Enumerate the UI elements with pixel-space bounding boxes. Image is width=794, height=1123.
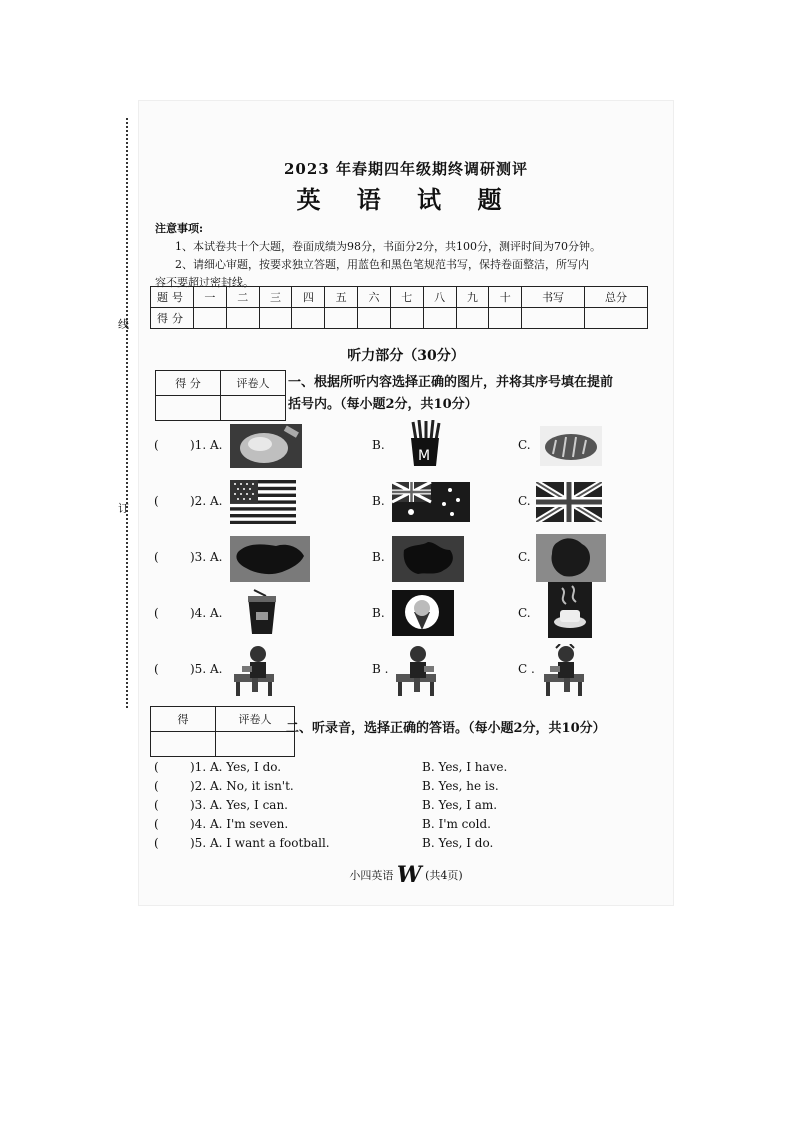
- answer-paren[interactable]: (: [154, 550, 159, 564]
- option-b: B. I'm cold.: [422, 817, 491, 831]
- part2-item-3: [150, 798, 650, 818]
- sick-boy-icon: [232, 644, 278, 696]
- part1-item-1: [150, 424, 650, 472]
- grader-score-label: 得: [151, 707, 216, 732]
- score-cell[interactable]: [226, 308, 259, 329]
- option-b: B. Yes, he is.: [422, 779, 499, 793]
- score-cell[interactable]: [522, 308, 585, 329]
- answer-paren[interactable]: (: [154, 760, 159, 774]
- notes-heading: 注意事项:: [155, 222, 204, 235]
- score-cell[interactable]: [358, 308, 391, 329]
- part1-title-line2: 括号内。（每小题2分，共10分）: [288, 397, 478, 412]
- item-number: )5. A.: [190, 662, 223, 676]
- grader-reviewer-label: 评卷人: [216, 707, 295, 732]
- notes-line-3: 容不要超过密封线。: [155, 276, 254, 289]
- sick-boy-icon: [394, 644, 440, 696]
- score-cell[interactable]: [456, 308, 489, 329]
- part2-item-1: [150, 760, 650, 780]
- notes-line-2: 2、请细心审题，按要求独立答题，用蓝色和黑色笔规范书写，保持卷面整洁，所写内: [175, 258, 589, 271]
- score-col: 四: [292, 287, 325, 308]
- score-col: 十: [489, 287, 522, 308]
- option-b-label: B.: [372, 494, 385, 508]
- option-a: )2. A. No, it isn't.: [190, 779, 294, 793]
- answer-paren[interactable]: (: [154, 779, 159, 793]
- footer-handwritten-mark: W: [396, 862, 422, 888]
- map-china-icon: [230, 536, 310, 582]
- item-number: )2. A.: [190, 494, 223, 508]
- option-c-label: C.: [518, 494, 531, 508]
- answer-paren[interactable]: (: [154, 798, 159, 812]
- notes: [155, 220, 655, 292]
- binding-char-xian: 线: [118, 318, 129, 331]
- option-b: B. Yes, I have.: [422, 760, 508, 774]
- part1-item-3: [150, 536, 650, 584]
- score-col: 五: [325, 287, 358, 308]
- grader-score-label: 得 分: [156, 371, 221, 396]
- answer-paren[interactable]: (: [154, 836, 159, 850]
- score-cell[interactable]: [390, 308, 423, 329]
- item-number: )4. A.: [190, 606, 223, 620]
- score-col: 九: [456, 287, 489, 308]
- answer-paren[interactable]: (: [154, 606, 159, 620]
- score-cell[interactable]: [325, 308, 358, 329]
- option-b-label: B.: [372, 550, 385, 564]
- grader-reviewer-cell[interactable]: [221, 396, 286, 421]
- score-cell[interactable]: [423, 308, 456, 329]
- map-australia-icon: [392, 536, 464, 582]
- map-uk-icon: [536, 534, 606, 582]
- subject-title: 英 语 试 题: [296, 185, 516, 214]
- option-c-label: C.: [518, 550, 531, 564]
- score-table-row1-label: 题号: [151, 287, 194, 308]
- svg-text:M: M: [418, 448, 431, 464]
- score-col: 二: [226, 287, 259, 308]
- option-b-label: B .: [372, 662, 389, 676]
- answer-paren[interactable]: (: [154, 662, 159, 676]
- grader-box-1: [155, 370, 286, 421]
- french-fries-icon: [408, 420, 442, 466]
- footer-right: (共4页): [425, 869, 463, 882]
- item-number: )1. A.: [190, 438, 223, 452]
- answer-paren[interactable]: (: [154, 817, 159, 831]
- page-footer: [138, 862, 674, 888]
- score-col: 总分: [585, 287, 648, 308]
- option-c-label: C.: [518, 438, 531, 452]
- option-b: B. Yes, I am.: [422, 798, 498, 812]
- coffee-cup-icon: [548, 582, 592, 638]
- part1-item-5: [150, 648, 650, 696]
- score-col: 一: [194, 287, 227, 308]
- uk-flag-icon: [536, 482, 602, 522]
- score-col: 六: [358, 287, 391, 308]
- part1-item-4: [150, 592, 650, 640]
- item-number: )3. A.: [190, 550, 223, 564]
- part1-title: [288, 372, 658, 416]
- answer-paren[interactable]: (: [154, 494, 159, 508]
- option-b-label: B.: [372, 438, 385, 452]
- option-a: )3. A. Yes, I can.: [190, 798, 288, 812]
- option-c-label: C.: [518, 606, 531, 620]
- australia-flag-icon: [392, 482, 470, 522]
- score-col: 八: [423, 287, 456, 308]
- option-a: )4. A. I'm seven.: [190, 817, 289, 831]
- cola-cup-icon: [244, 588, 280, 636]
- option-a: )5. A. I want a football.: [190, 836, 330, 850]
- roast-chicken-icon: [230, 424, 302, 468]
- exam-title: 2023 年春期四年级期终调研测评: [284, 160, 528, 178]
- option-b-label: B.: [372, 606, 385, 620]
- notes-line-1: 1、本试卷共十个大题，卷面成绩为98分，书面分2分，共100分，测评时间为70分钟。: [175, 240, 601, 253]
- grader-reviewer-cell[interactable]: [216, 732, 295, 757]
- part1-title-line1: 一、根据所听内容选择正确的图片，并将其序号填在提前: [288, 375, 614, 390]
- footer-left: 小四英语: [349, 869, 394, 882]
- option-c-label: C .: [518, 662, 535, 676]
- bread-icon: [540, 426, 602, 466]
- score-table: [150, 286, 648, 329]
- option-b: B. Yes, I do.: [422, 836, 494, 850]
- score-cell[interactable]: [585, 308, 648, 329]
- score-cell[interactable]: [292, 308, 325, 329]
- score-table-row2-label: 得分: [151, 308, 194, 329]
- listening-heading: 听力部分（30分）: [347, 348, 465, 364]
- score-cell[interactable]: [259, 308, 292, 329]
- part2-item-2: [150, 779, 650, 799]
- grader-score-cell[interactable]: [156, 396, 221, 421]
- part2-item-4: [150, 817, 650, 837]
- answer-paren[interactable]: (: [154, 438, 159, 452]
- score-cell[interactable]: [489, 308, 522, 329]
- score-col: 七: [390, 287, 423, 308]
- option-a: )1. A. Yes, I do.: [190, 760, 282, 774]
- sick-boy-icon: [542, 644, 588, 696]
- score-cell[interactable]: [194, 308, 227, 329]
- part1-item-2: [150, 480, 650, 528]
- usa-flag-icon: [230, 480, 296, 524]
- score-col: 书写: [522, 287, 585, 308]
- grader-score-cell[interactable]: [151, 732, 216, 757]
- binding-line: [126, 118, 128, 708]
- part2-title: 二、听录音，选择正确的答语。（每小题2分，共10分）: [286, 721, 606, 736]
- grader-box-2: [150, 706, 295, 757]
- part2-item-5: [150, 836, 650, 856]
- grader-reviewer-label: 评卷人: [221, 371, 286, 396]
- score-col: 三: [259, 287, 292, 308]
- ice-cream-icon: [392, 590, 454, 636]
- binding-char-ding: 订: [118, 502, 129, 515]
